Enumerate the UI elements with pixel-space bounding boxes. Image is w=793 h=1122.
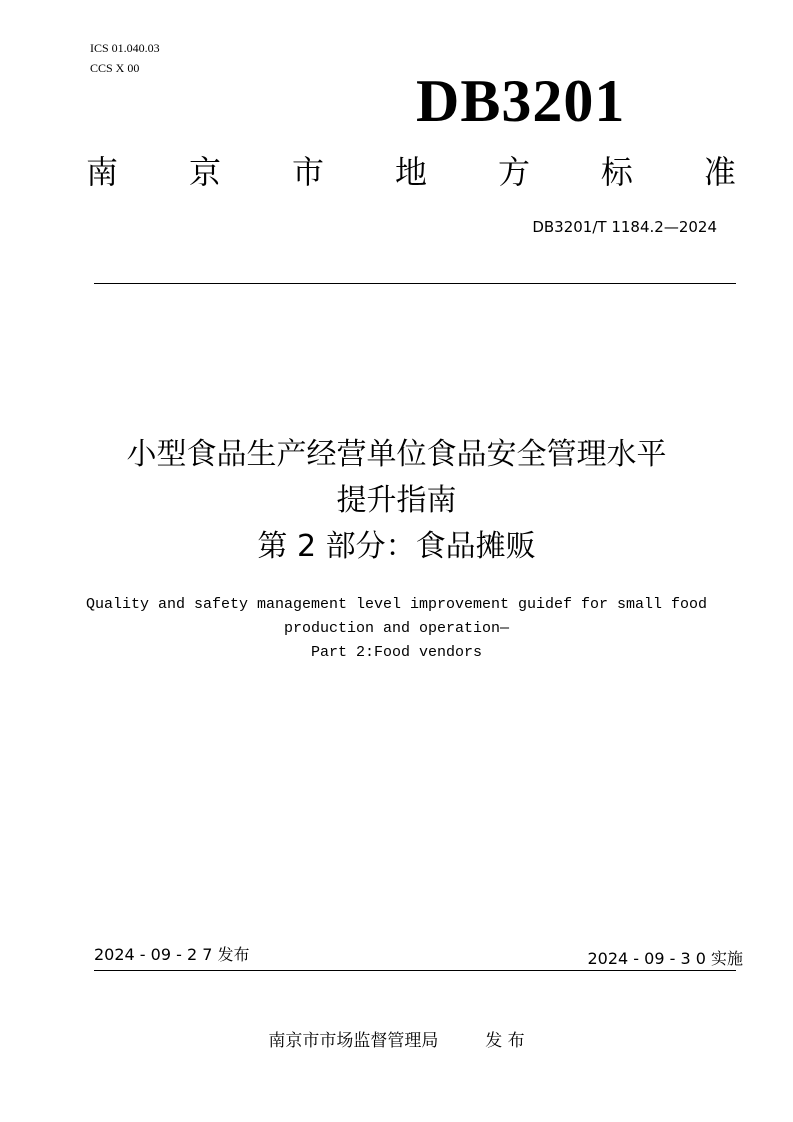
- classification-codes: [90, 38, 160, 78]
- chinese-title: [40, 432, 753, 570]
- issue-date: 2024 - 09 - 2 7 发布: [94, 945, 250, 964]
- org-char: 方: [497, 153, 530, 191]
- title-line: 第 2 部分：食品摊贩: [257, 529, 536, 564]
- org-char: 标: [600, 153, 633, 191]
- standard-number: DB3201/T 1184.2—2024: [532, 218, 717, 236]
- publisher-line: [0, 1026, 793, 1051]
- org-char: 南: [86, 153, 119, 191]
- title-line: 提升指南: [336, 483, 457, 518]
- footer-divider: [94, 970, 736, 971]
- publisher-name: 南京市市场监督管理局: [268, 1031, 439, 1051]
- english-title: [40, 593, 753, 665]
- english-title-line: production and operation—: [283, 620, 510, 637]
- org-char: 京: [188, 153, 221, 191]
- standard-logo: DB3201: [416, 68, 626, 134]
- publish-label: 发 布: [485, 1031, 525, 1051]
- english-title-line: Part 2:Food vendors: [310, 644, 483, 661]
- ics-code: ICS 01.040.03: [90, 41, 160, 55]
- ccs-code: CCS X 00: [90, 61, 140, 75]
- implementation-date: 2024 - 09 - 3 0 实施: [587, 949, 743, 968]
- header-divider: [94, 283, 736, 284]
- issuing-authority-title: [86, 150, 736, 194]
- org-char: 市: [291, 153, 324, 191]
- english-title-line: Quality and safety management level improvement guidef for small food: [85, 596, 708, 613]
- org-char: 地: [394, 153, 427, 191]
- org-char: 准: [703, 153, 736, 191]
- title-line: 小型食品生产经营单位食品安全管理水平: [126, 437, 667, 472]
